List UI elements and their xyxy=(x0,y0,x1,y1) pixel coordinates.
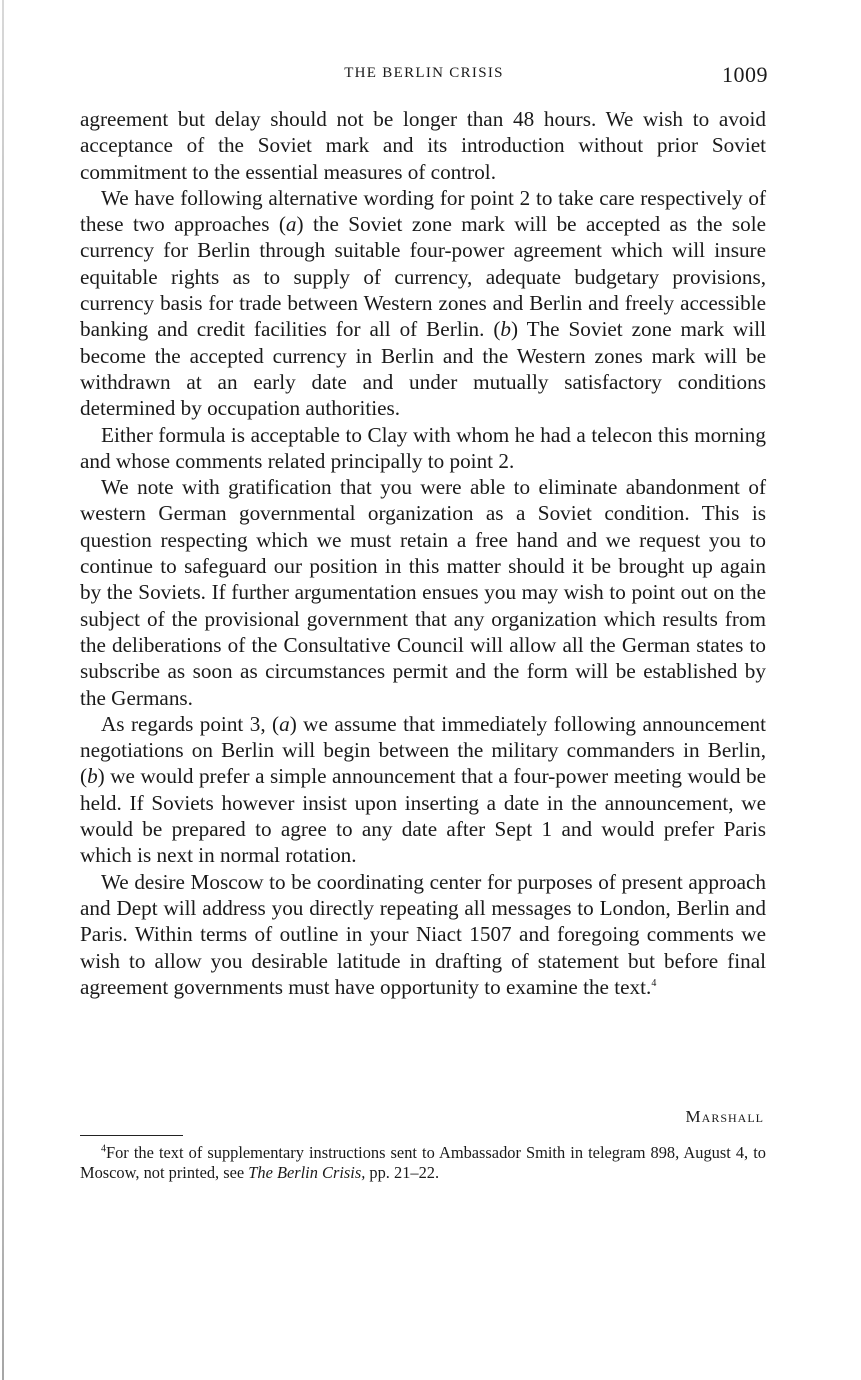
footnote xyxy=(80,1143,766,1183)
footnote-cited-title: The Berlin Crisis, xyxy=(248,1163,366,1182)
paragraph-text: agreement but delay should not be longer than 48 hours. We wish to avoid acceptance of the Soviet mark and its introduction without prior Soviet commitment to the essential measures of control. xyxy=(80,107,766,184)
footnote-pages: pp. 21–22. xyxy=(365,1163,440,1182)
paragraph-text-part: ) we assume that immediately following announcement negotiations on Berlin will begin between the military commanders in Berlin, ( xyxy=(80,711,767,789)
paragraph-continued xyxy=(80,106,766,185)
paragraph-text-part: ) we would prefer a simple announcement that a four-power meeting would be held. If Soviets however insist upon inserting a date in the announcement, we would be prepared to agree to any date after Sept 1 and would prefer Paris which is next in normal rotation. xyxy=(80,764,766,868)
item-letter: b xyxy=(500,317,512,342)
page-header xyxy=(80,62,768,92)
paragraph-text: We desire Moscow to be coordinating center for purposes of present approach and Dept will address you directly repeating all messages to London, Berlin and Paris. Within terms of outline in your Niact 1507 and foregoing comments we wish to allow you desirable latitude in drafting of statement but before final agreement governments must have opportunity to examine the text. xyxy=(80,869,766,999)
item-letter: a xyxy=(285,212,297,237)
signature: Marshall xyxy=(685,1107,764,1126)
page-number: 1009 xyxy=(722,62,768,87)
paragraph-text: We note with gratification that you were able to eliminate abandonment of western German governmental organization as a Soviet condition. This is question respecting which we must retain a free hand and we request you to continue to safeguard our position in this matter should it be brought up again by the Soviets. If further argumentation ensues you may wish to point out on the subject of the provisional government that any organization which results from the deliberations of the Consultative Council will allow all the German states to subscribe as soon as circumstances permit and the form will be established by the Germans. xyxy=(80,475,766,710)
footnote-reference: 4 xyxy=(651,977,657,989)
paragraph-german-organization xyxy=(80,474,766,711)
paragraph-alternative-wording xyxy=(80,185,766,422)
item-letter: a xyxy=(279,711,290,736)
footnote-body: For the text of supplementary instructions sent to Ambassador Smith in telegram 898, August 4, to Moscow, not printed, see xyxy=(80,1143,766,1182)
body-text xyxy=(80,106,766,1000)
paragraph-text-part: ) the Soviet zone mark will be accepted as the sole currency for Berlin through suitable four-power agreement which will insure equitable rights as to supply of currency, adequate budgetary provisions, currency basis for trade between Western zones and Berlin and freely accessible banking and credit facilities for all of Berlin. ( xyxy=(80,212,766,342)
running-head: THE BERLIN CRISIS xyxy=(344,65,504,81)
footnote-mark: 4 xyxy=(101,1143,106,1155)
paragraph-moscow-coordination xyxy=(80,869,766,1000)
paragraph-point-3 xyxy=(80,711,766,869)
paragraph-text: Either formula is acceptable to Clay with whom he had a telecon this morning and whose comments related principally to point 2. xyxy=(80,422,766,473)
paragraph-clay xyxy=(80,422,766,475)
paragraph-text-part: As regards point 3, ( xyxy=(101,711,280,736)
item-letter: b xyxy=(87,764,98,789)
footnote-divider xyxy=(80,1135,183,1136)
page-binding-edge xyxy=(2,0,4,1380)
footnote-text xyxy=(80,1143,766,1183)
paragraph-text-part: ) The Soviet zone mark will become the accepted currency in Berlin and the Western zones mark will be withdrawn at an early date and under mutually satisfactory conditions determined by occupation authorities. xyxy=(80,317,766,421)
paragraph-text-part: We have following alternative wording for point 2 to take care respectively of these two approaches ( xyxy=(80,185,766,237)
